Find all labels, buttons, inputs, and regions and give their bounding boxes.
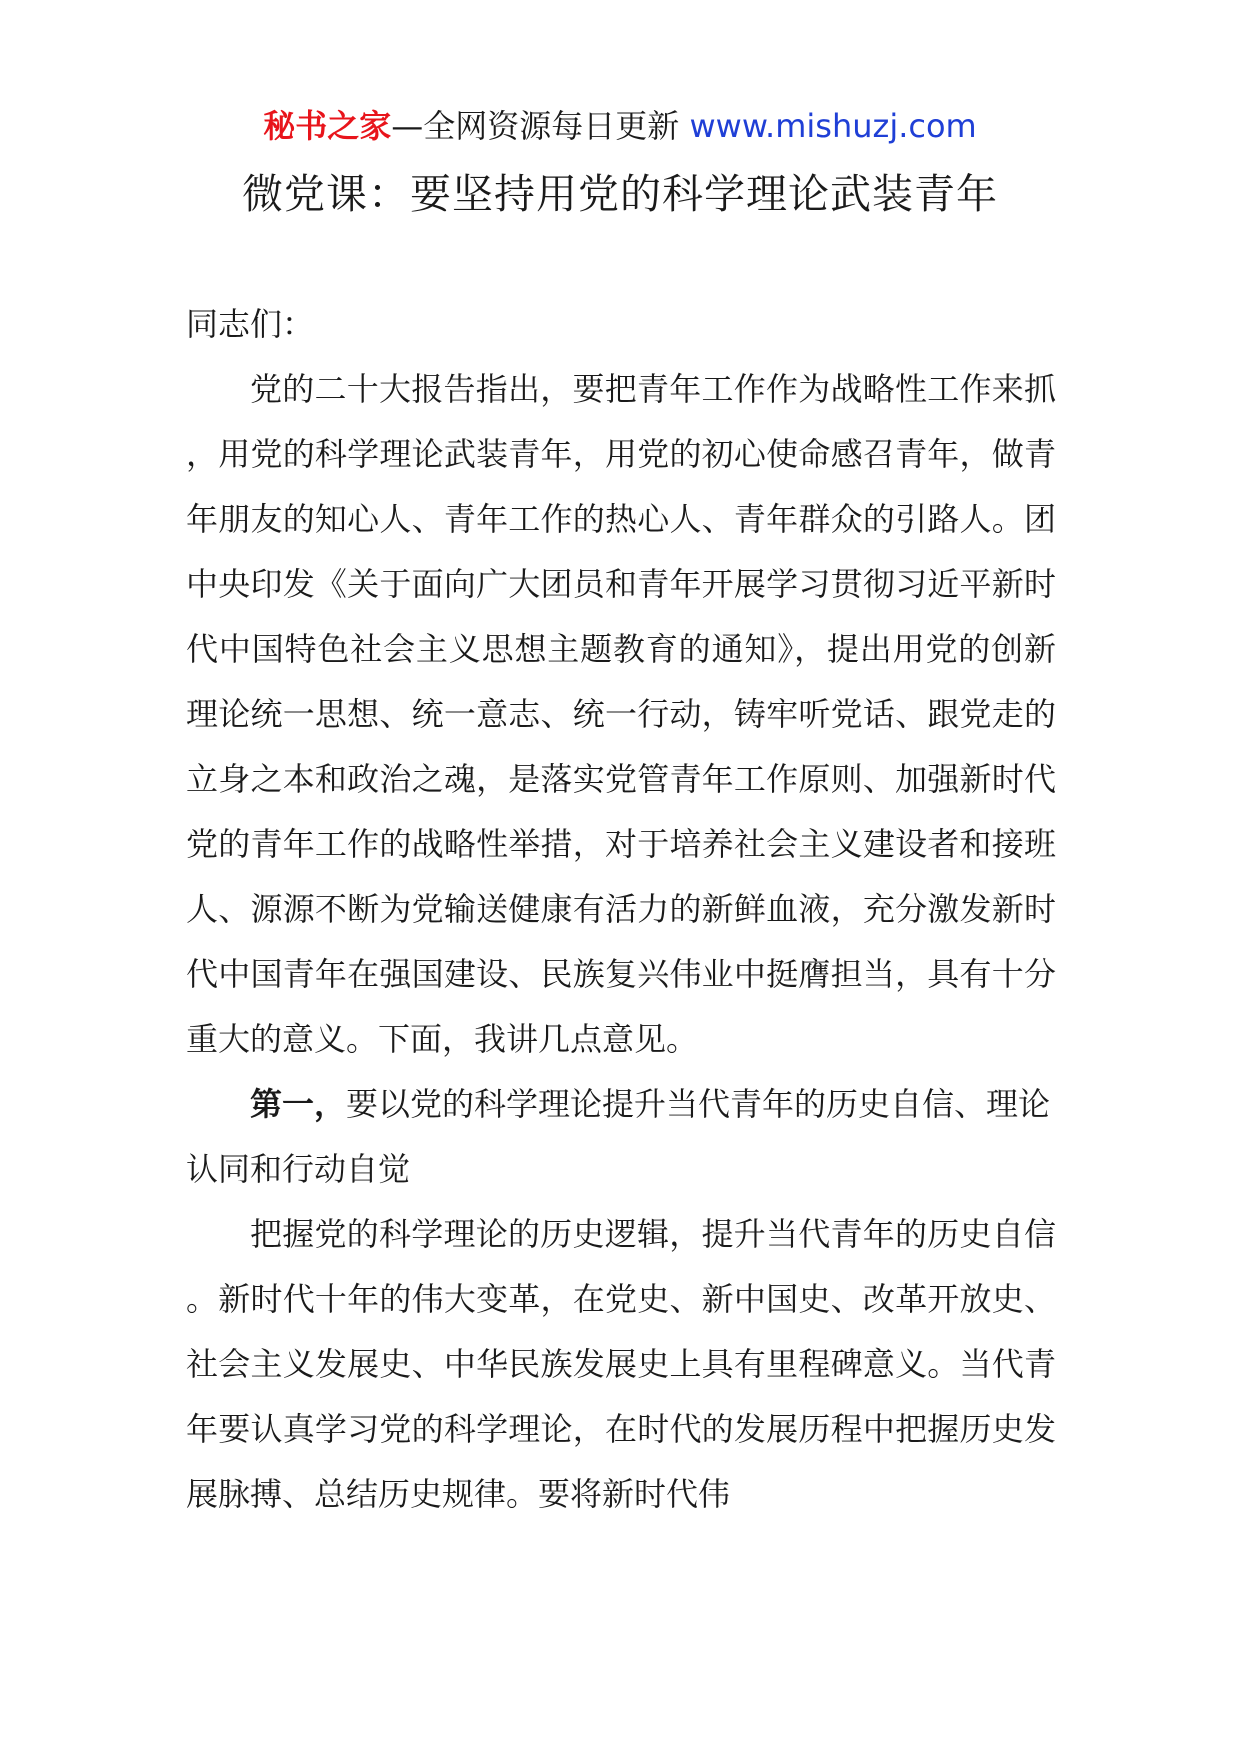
- site-slogan: —全网资源每日更新: [391, 107, 690, 145]
- document-body: [186, 292, 1056, 1527]
- section-heading-1-text: 要以党的科学理论提升当代青年的历史自信、理论认同和行动自觉: [186, 1085, 1051, 1188]
- salutation: 同志们：: [186, 305, 315, 343]
- section-heading-1: [186, 1072, 1056, 1202]
- site-brand: 秘书之家: [263, 107, 392, 145]
- body-paragraph-intro: 党的二十大报告指出，要把青年工作作为战略性工作来抓，用党的科学理论武装青年，用党的初心使命感召青年，做青年朋友的知心人、青年工作的热心人、青年群众的引路人。团中央印发《关于面向广大团员和青年开展学习贯彻习近平新时代中国特色社会主义思想主题教育的通知》，提出用党的创新理论统一思想、统一意志、统一行动，铸牢听党话、跟党走的立身之本和政治之魂，是落实党管青年工作原则、加强新时代党的青年工作的战略性举措，对于培养社会主义建设者和接班人、源源不断为党输送健康有活力的新鲜血液，充分激发新时代中国青年在强国建设、民族复兴伟业中挺膺担当，具有十分重大的意义。下面，我讲几点意见。: [186, 370, 1056, 1058]
- site-url-link[interactable]: www.mishuzj.com: [689, 107, 977, 145]
- body-paragraph-history: 把握党的科学理论的历史逻辑，提升当代青年的历史自信。新时代十年的伟大变革，在党史、新中国史、改革开放史、社会主义发展史、中华民族发展史上具有里程碑意义。当代青年要认真学习党的科学理论，在时代的发展历程中把握历史发展脉搏、总结历史规律。要将新时代伟: [186, 1215, 1056, 1513]
- document-title: 微党课：要坚持用党的科学理论武装青年: [242, 170, 998, 218]
- site-banner: [0, 104, 1240, 148]
- section-heading-1-lead: 第一，: [250, 1085, 347, 1123]
